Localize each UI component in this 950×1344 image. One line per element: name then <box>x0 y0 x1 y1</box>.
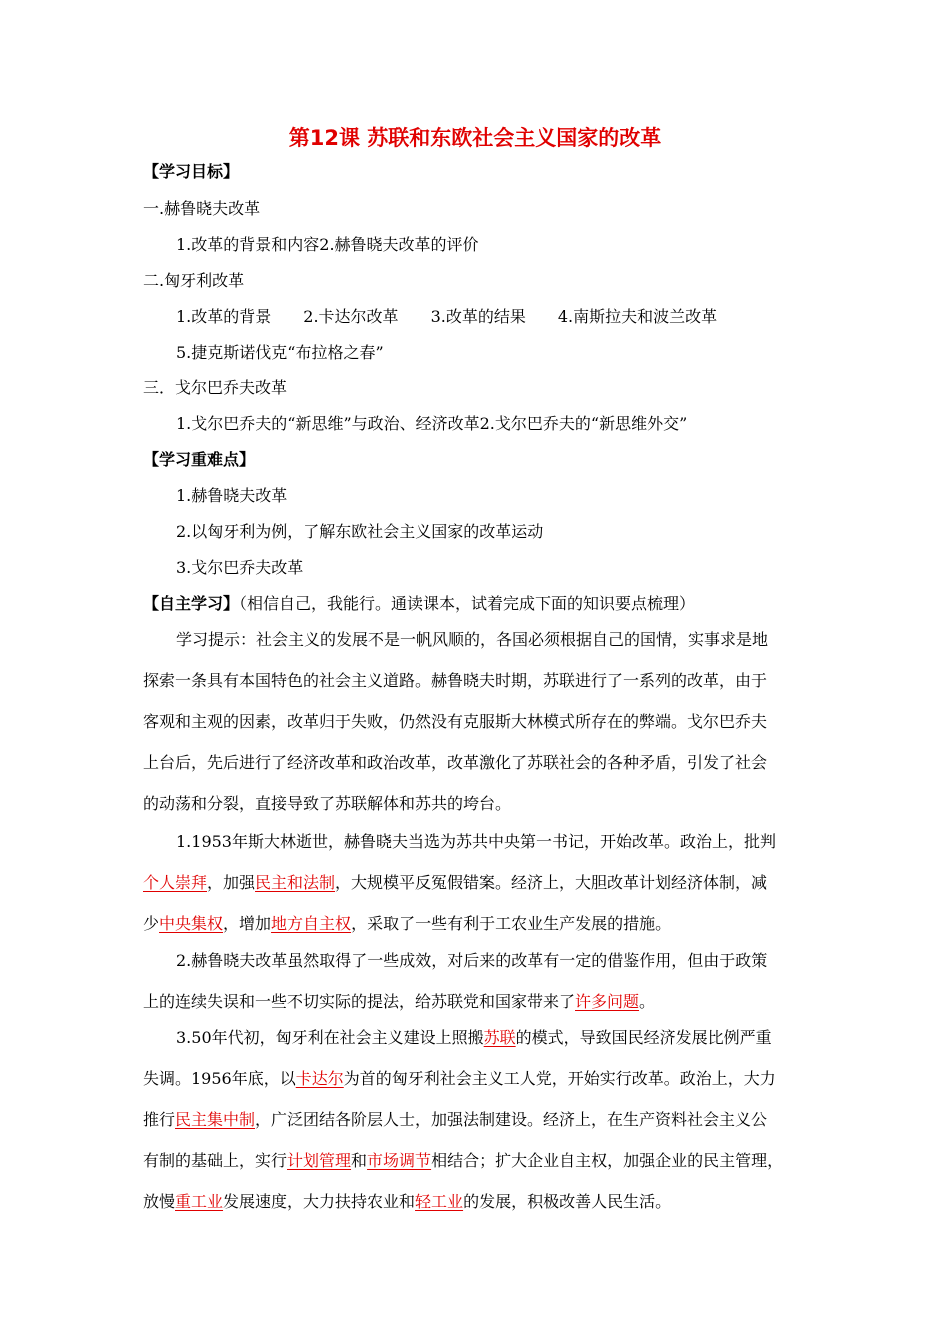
self-study-note: （相信自己，我能行。通读课本，试着完成下面的知识要点梳理） <box>239 594 696 613</box>
tip-line: 上台后，先后进行了经济改革和政治改革，改革激化了苏联社会的各种矛盾，引发了社会 <box>143 753 768 772</box>
paragraph-2-line: 2.赫鲁晓夫改革虽然取得了一些成效，对后来的改革有一定的借鉴作用，但由于政策 <box>176 951 768 970</box>
answer-blank: 民主和法制 <box>255 873 336 892</box>
goals-section-2-items <box>176 305 717 329</box>
goal-item: 4.南斯拉夫和波兰改革 <box>557 307 718 326</box>
goals-section-2-item-5: 5.捷克斯诺伐克“布拉格之春” <box>176 343 384 362</box>
tip-line: 探索一条具有本国特色的社会主义道路。赫鲁晓夫时期，苏联进行了一系列的改革，由于 <box>143 671 768 690</box>
key-item: 3.戈尔巴乔夫改革 <box>176 558 304 577</box>
goal-item: 3.改革的结果 <box>430 307 526 326</box>
goals-section-3-items: 1.戈尔巴乔夫的“新思维”与政治、经济改革2.戈尔巴乔夫的“新思维外交” <box>176 414 688 433</box>
paragraph-1-line: 个人崇拜，加强民主和法制，大规模平反冤假错案。经济上，大胆改革计划经济体制，减 <box>143 873 768 892</box>
paragraph-3-line: 推行民主集中制，广泛团结各阶层人士，加强法制建设。经济上，在生产资料社会主义公 <box>143 1110 768 1129</box>
paragraph-3-line: 失调。1956年底，以卡达尔为首的匈牙利社会主义工人党，开始实行改革。政治上，大力 <box>143 1069 776 1088</box>
tip-line: 学习提示：社会主义的发展不是一帆风顺的，各国必须根据自己的国情，实事求是地 <box>176 630 769 649</box>
goals-section-1: 一.赫鲁晓夫改革 <box>143 199 261 218</box>
self-study-heading: 【自主学习】 <box>143 594 240 613</box>
goal-item: 1.改革的背景 <box>176 307 272 326</box>
goals-section-1-items: 1.改革的背景和内容2.赫鲁晓夫改革的评价 <box>176 235 479 254</box>
answer-blank: 地方自主权 <box>271 914 352 933</box>
paragraph-1-line: 少中央集权，增加地方自主权，采取了一些有利于工农业生产发展的措施。 <box>143 914 672 933</box>
answer-blank: 民主集中制 <box>175 1110 256 1129</box>
answer-blank: 许多问题 <box>575 992 640 1011</box>
answer-blank: 重工业 <box>175 1192 224 1211</box>
paragraph-3-line: 有制的基础上，实行计划管理和市场调节相结合；扩大企业自主权，加强企业的民主管理， <box>143 1151 784 1170</box>
answer-blank: 计划管理 <box>287 1151 352 1170</box>
page-title: 第12课 苏联和东欧社会主义国家的改革 <box>288 126 662 150</box>
answer-blank: 中央集权 <box>159 914 224 933</box>
self-study-heading-line <box>143 592 695 616</box>
answer-blank: 个人崇拜 <box>143 873 208 892</box>
goals-section-2: 二.匈牙利改革 <box>143 271 245 290</box>
tip-line: 的动荡和分裂，直接导致了苏联解体和苏共的垮台。 <box>143 794 512 813</box>
goals-section-3: 三．戈尔巴乔夫改革 <box>143 378 288 397</box>
answer-blank: 轻工业 <box>415 1192 464 1211</box>
key-heading: 【学习重难点】 <box>143 450 256 469</box>
paragraph-3-line: 3.50年代初，匈牙利在社会主义建设上照搬苏联的模式，导致国民经济发展比例严重 <box>176 1028 772 1047</box>
paragraph-2-line: 上的连续失误和一些不切实际的提法，给苏联党和国家带来了许多问题。 <box>143 992 656 1011</box>
goals-heading: 【学习目标】 <box>143 162 240 181</box>
paragraph-3-line: 放慢重工业发展速度，大力扶持农业和轻工业的发展，积极改善人民生活。 <box>143 1192 672 1211</box>
goal-item: 2.卡达尔改革 <box>303 307 399 326</box>
answer-blank: 苏联 <box>483 1028 516 1047</box>
key-item: 2.以匈牙利为例，了解东欧社会主义国家的改革运动 <box>176 522 544 541</box>
answer-blank: 市场调节 <box>367 1151 432 1170</box>
key-item: 1.赫鲁晓夫改革 <box>176 486 288 505</box>
paragraph-1-line: 1.1953年斯大林逝世，赫鲁晓夫当选为苏共中央第一书记，开始改革。政治上，批判 <box>176 832 776 851</box>
answer-blank: 卡达尔 <box>295 1069 344 1088</box>
tip-line: 客观和主观的因素，改革归于失败，仍然没有克服斯大林模式所存在的弊端。戈尔巴乔夫 <box>143 712 768 731</box>
